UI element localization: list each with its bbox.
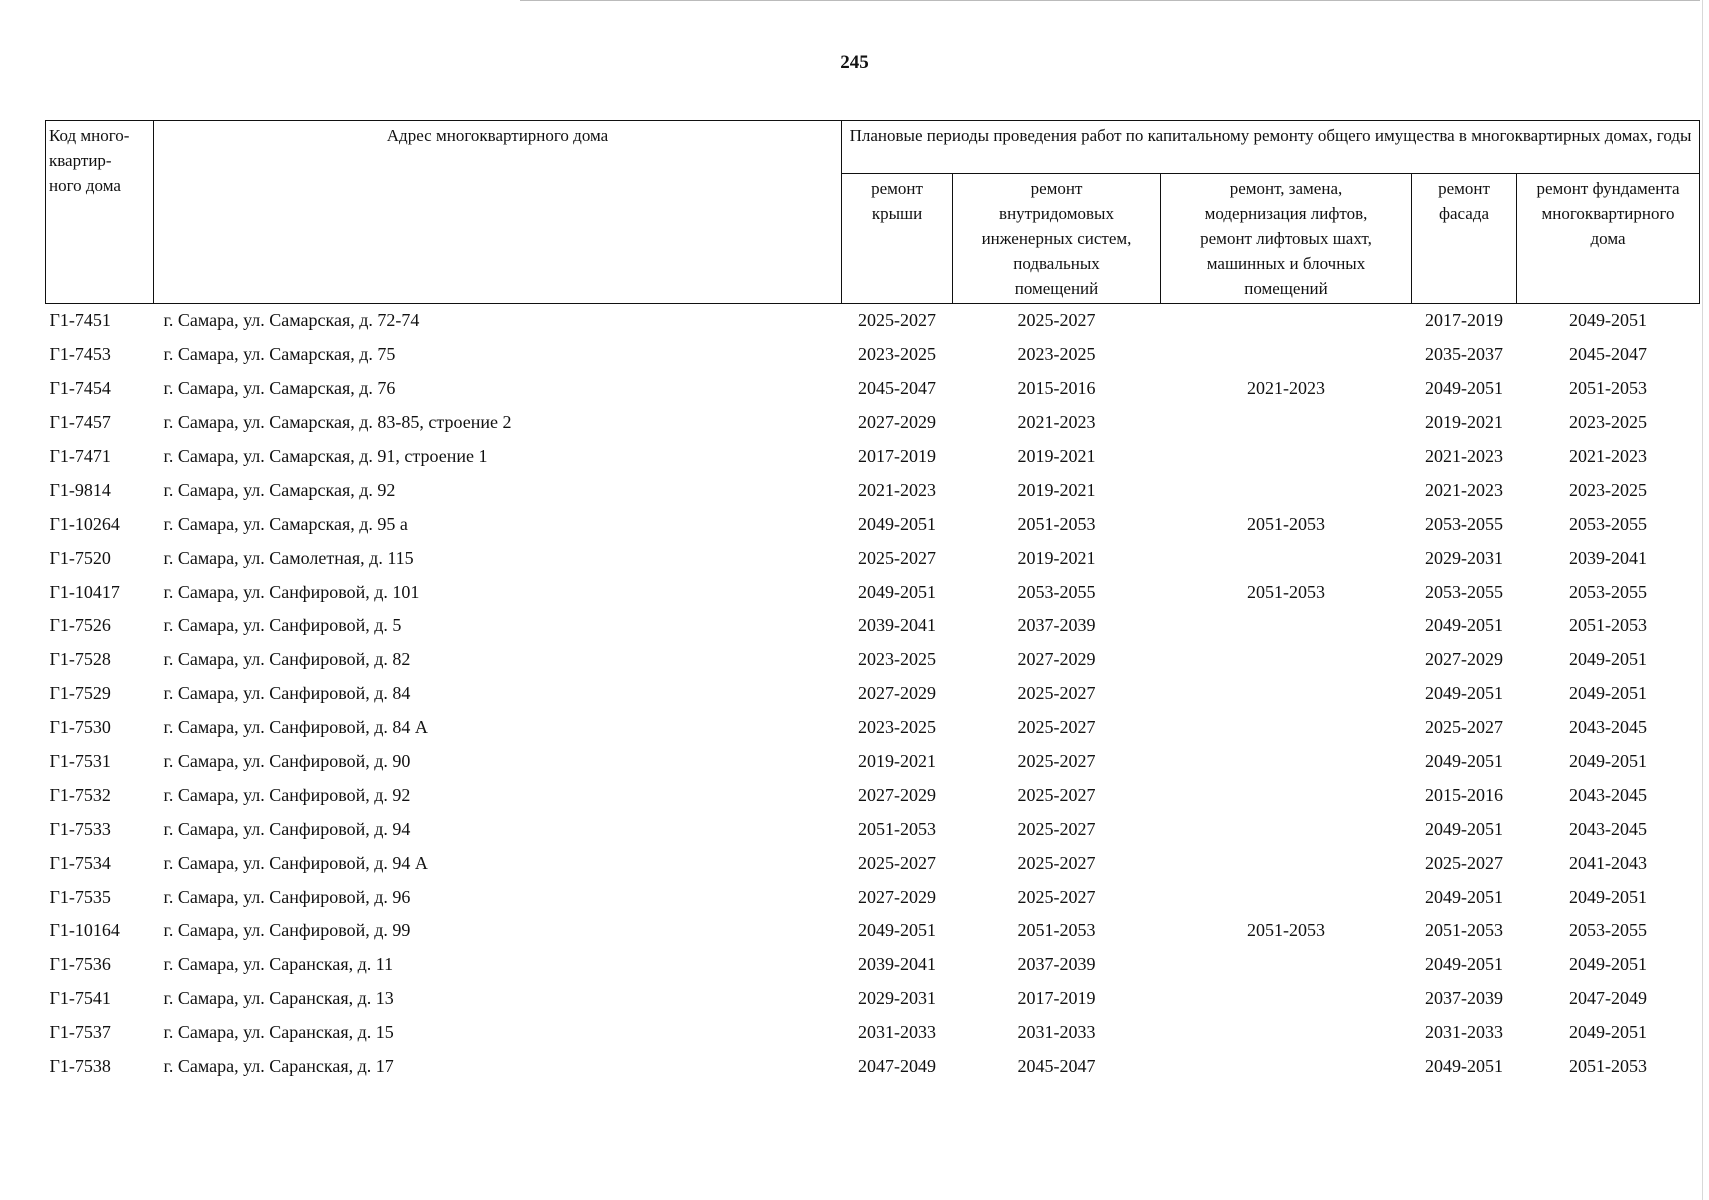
cell-code: Г1-7531 xyxy=(49,751,111,772)
cell-code: Г1-7529 xyxy=(49,683,111,704)
cell-engineering: 2025-2027 xyxy=(1017,886,1096,907)
cell-elevators xyxy=(1161,338,1412,372)
header-foundation: ремонт фундамента многоквартирного дома xyxy=(1517,174,1700,304)
cell-facade: 2037-2039 xyxy=(1425,988,1503,1009)
table-row xyxy=(46,440,1700,474)
cell-elevators xyxy=(1161,609,1412,643)
table-row xyxy=(46,711,1700,745)
cell-elevators: 2051-2053 xyxy=(1247,920,1325,941)
cell-elevators xyxy=(1161,440,1412,474)
cell-roof: 2039-2041 xyxy=(858,615,936,636)
table-row xyxy=(46,948,1700,982)
cell-address: г. Самара, ул. Самарская, д. 95 а xyxy=(163,513,408,534)
cell-code: Г1-7538 xyxy=(49,1056,111,1077)
cell-code: Г1-7536 xyxy=(49,954,111,975)
cell-engineering: 2051-2053 xyxy=(1017,513,1096,534)
cell-code: Г1-7533 xyxy=(49,818,111,839)
cell-roof: 2045-2047 xyxy=(858,378,936,399)
cell-facade: 2021-2023 xyxy=(1425,479,1503,500)
cell-code: Г1-7534 xyxy=(49,852,111,873)
table-row xyxy=(46,609,1700,643)
cell-code: Г1-7528 xyxy=(49,649,111,670)
table-row xyxy=(46,745,1700,779)
cell-elevators xyxy=(1161,982,1412,1016)
cell-code: Г1-7530 xyxy=(49,717,111,738)
cell-facade: 2049-2051 xyxy=(1425,818,1503,839)
cell-facade: 2051-2053 xyxy=(1425,920,1503,941)
table-row xyxy=(46,338,1700,372)
cell-elevators xyxy=(1161,304,1412,338)
cell-foundation: 2049-2051 xyxy=(1569,751,1648,772)
cell-engineering: 2053-2055 xyxy=(1017,581,1096,602)
cell-engineering: 2021-2023 xyxy=(1017,412,1096,433)
cell-address: г. Самара, ул. Самарская, д. 91, строение 1 xyxy=(163,446,488,466)
cell-engineering: 2019-2021 xyxy=(1017,479,1096,500)
cell-elevators xyxy=(1161,473,1412,507)
cell-address: г. Самара, ул. Саранская, д. 11 xyxy=(163,954,394,975)
cell-code: Г1-7537 xyxy=(49,1022,111,1043)
cell-address: г. Самара, ул. Санфировой, д. 82 xyxy=(163,649,411,670)
cell-engineering: 2015-2016 xyxy=(1017,378,1096,399)
cell-foundation: 2043-2045 xyxy=(1569,784,1648,805)
table-row xyxy=(46,1016,1700,1050)
cell-facade: 2053-2055 xyxy=(1425,581,1503,602)
table-row xyxy=(46,846,1700,880)
cell-address: г. Самара, ул. Санфировой, д. 94 xyxy=(163,818,411,839)
cell-facade: 2031-2033 xyxy=(1425,1022,1503,1043)
cell-foundation: 2049-2051 xyxy=(1569,649,1648,670)
cell-foundation: 2049-2051 xyxy=(1569,954,1648,975)
cell-engineering: 2025-2027 xyxy=(1017,717,1096,738)
cell-facade: 2017-2019 xyxy=(1425,310,1503,331)
cell-address: г. Самара, ул. Саранская, д. 15 xyxy=(163,1022,394,1043)
cell-roof: 2027-2029 xyxy=(858,784,936,805)
page-number: 245 xyxy=(840,52,869,73)
cell-roof: 2023-2025 xyxy=(858,344,936,365)
cell-foundation: 2023-2025 xyxy=(1569,412,1648,433)
cell-address: г. Самара, ул. Санфировой, д. 84 xyxy=(163,683,411,704)
cell-elevators xyxy=(1161,1016,1412,1050)
table-row xyxy=(46,473,1700,507)
table-row xyxy=(46,880,1700,914)
header-periods-group: Плановые периоды проведения работ по капитальному ремонту общего имущества в многоквартирных домах, годы xyxy=(842,121,1700,174)
cell-elevators xyxy=(1161,846,1412,880)
table-row xyxy=(46,507,1700,541)
cell-address: г. Самара, ул. Саранская, д. 17 xyxy=(163,1056,394,1077)
cell-engineering: 2025-2027 xyxy=(1017,310,1096,331)
cell-roof: 2025-2027 xyxy=(858,310,936,331)
cell-code: Г1-7471 xyxy=(49,446,111,466)
cell-facade: 2027-2029 xyxy=(1425,649,1503,670)
cell-elevators xyxy=(1161,948,1412,982)
cell-elevators xyxy=(1161,406,1412,440)
cell-address: г. Самара, ул. Самарская, д. 92 xyxy=(163,479,396,500)
cell-engineering: 2019-2021 xyxy=(1017,446,1096,466)
cell-engineering: 2031-2033 xyxy=(1017,1022,1096,1043)
repair-schedule-table-wrapper xyxy=(45,120,1699,1083)
cell-code: Г1-10164 xyxy=(49,920,120,941)
cell-address: г. Самара, ул. Санфировой, д. 84 А xyxy=(163,717,428,738)
cell-engineering: 2023-2025 xyxy=(1017,344,1096,365)
repair-schedule-table xyxy=(45,120,1700,1083)
cell-engineering: 2025-2027 xyxy=(1017,818,1096,839)
table-body xyxy=(46,304,1700,1084)
cell-foundation: 2043-2045 xyxy=(1569,717,1648,738)
cell-code: Г1-10264 xyxy=(49,513,120,534)
cell-roof: 2019-2021 xyxy=(858,751,936,772)
cell-code: Г1-7526 xyxy=(49,615,111,636)
table-row xyxy=(46,778,1700,812)
cell-foundation: 2043-2045 xyxy=(1569,818,1648,839)
header-address: Адрес многоквартирного дома xyxy=(154,121,842,304)
table-row xyxy=(46,372,1700,406)
table-row xyxy=(46,677,1700,711)
cell-address: г. Самара, ул. Самарская, д. 76 xyxy=(163,378,396,399)
cell-foundation: 2045-2047 xyxy=(1569,344,1648,365)
cell-engineering: 2045-2047 xyxy=(1017,1056,1096,1077)
table-row xyxy=(46,643,1700,677)
cell-address: г. Самара, ул. Санфировой, д. 99 xyxy=(163,920,411,941)
table-row xyxy=(46,541,1700,575)
cell-facade: 2015-2016 xyxy=(1425,784,1503,805)
cell-foundation: 2051-2053 xyxy=(1569,1056,1648,1077)
cell-engineering: 2025-2027 xyxy=(1017,751,1096,772)
cell-engineering: 2037-2039 xyxy=(1017,954,1096,975)
cell-code: Г1-7532 xyxy=(49,784,111,805)
table-row xyxy=(46,1050,1700,1084)
cell-facade: 2019-2021 xyxy=(1425,412,1503,433)
cell-address: г. Самара, ул. Саранская, д. 13 xyxy=(163,988,394,1009)
cell-address: г. Самара, ул. Самарская, д. 83-85, строение 2 xyxy=(163,412,512,433)
cell-code: Г1-9814 xyxy=(49,479,111,500)
cell-engineering: 2025-2027 xyxy=(1017,683,1096,704)
table-header xyxy=(46,121,1700,304)
cell-address: г. Самара, ул. Санфировой, д. 101 xyxy=(163,581,420,602)
cell-roof: 2031-2033 xyxy=(858,1022,936,1043)
cell-roof: 2023-2025 xyxy=(858,717,936,738)
cell-foundation: 2053-2055 xyxy=(1569,513,1648,534)
cell-elevators xyxy=(1161,880,1412,914)
cell-facade: 2025-2027 xyxy=(1425,852,1503,873)
cell-address: г. Самара, ул. Санфировой, д. 92 xyxy=(163,784,411,805)
cell-elevators xyxy=(1161,745,1412,779)
cell-foundation: 2049-2051 xyxy=(1569,1022,1648,1043)
cell-roof: 2039-2041 xyxy=(858,954,936,975)
table-row xyxy=(46,575,1700,609)
cell-elevators: 2051-2053 xyxy=(1247,581,1325,602)
cell-code: Г1-7457 xyxy=(49,412,111,433)
header-engineering: ремонт внутридомовых инженерных систем, подвальных помещений xyxy=(953,174,1161,304)
scan-edge-line xyxy=(520,0,1700,3)
cell-elevators: 2021-2023 xyxy=(1247,378,1325,399)
cell-foundation: 2023-2025 xyxy=(1569,479,1648,500)
cell-engineering: 2025-2027 xyxy=(1017,852,1096,873)
cell-foundation: 2051-2053 xyxy=(1569,378,1648,399)
cell-code: Г1-10417 xyxy=(49,581,120,602)
cell-elevators xyxy=(1161,711,1412,745)
cell-engineering: 2037-2039 xyxy=(1017,615,1096,636)
cell-address: г. Самара, ул. Самарская, д. 75 xyxy=(163,344,396,365)
cell-engineering: 2017-2019 xyxy=(1017,988,1096,1009)
cell-address: г. Самара, ул. Санфировой, д. 90 xyxy=(163,751,411,772)
cell-foundation: 2039-2041 xyxy=(1569,547,1648,568)
cell-facade: 2049-2051 xyxy=(1425,615,1503,636)
cell-roof: 2027-2029 xyxy=(858,886,936,907)
header-roof: ремонт крыши xyxy=(842,174,953,304)
cell-foundation: 2053-2055 xyxy=(1569,581,1648,602)
cell-address: г. Самара, ул. Самолетная, д. 115 xyxy=(163,547,414,568)
cell-foundation: 2049-2051 xyxy=(1569,886,1648,907)
cell-facade: 2049-2051 xyxy=(1425,954,1503,975)
cell-elevators xyxy=(1161,541,1412,575)
cell-foundation: 2041-2043 xyxy=(1569,852,1648,873)
cell-elevators xyxy=(1161,812,1412,846)
cell-facade: 2049-2051 xyxy=(1425,683,1503,704)
table-row xyxy=(46,812,1700,846)
cell-roof: 2047-2049 xyxy=(858,1056,936,1077)
cell-foundation: 2051-2053 xyxy=(1569,615,1648,636)
table-row xyxy=(46,982,1700,1016)
cell-roof: 2017-2019 xyxy=(858,446,936,466)
cell-roof: 2025-2027 xyxy=(858,547,936,568)
cell-code: Г1-7535 xyxy=(49,886,111,907)
cell-roof: 2023-2025 xyxy=(858,649,936,670)
cell-elevators: 2051-2053 xyxy=(1247,513,1325,534)
cell-facade: 2021-2023 xyxy=(1425,446,1503,466)
cell-roof: 2049-2051 xyxy=(858,920,936,941)
cell-foundation: 2049-2051 xyxy=(1569,310,1648,331)
cell-roof: 2051-2053 xyxy=(858,818,936,839)
header-facade: ремонт фасада xyxy=(1412,174,1517,304)
cell-facade: 2053-2055 xyxy=(1425,513,1503,534)
cell-roof: 2025-2027 xyxy=(858,852,936,873)
cell-address: г. Самара, ул. Санфировой, д. 94 А xyxy=(163,852,428,873)
cell-elevators xyxy=(1161,1050,1412,1084)
cell-code: Г1-7453 xyxy=(49,344,111,365)
table-row xyxy=(46,406,1700,440)
cell-roof: 2049-2051 xyxy=(858,581,936,602)
cell-foundation: 2047-2049 xyxy=(1569,988,1648,1009)
cell-facade: 2049-2051 xyxy=(1425,1056,1503,1077)
cell-elevators xyxy=(1161,778,1412,812)
table-row xyxy=(46,304,1700,338)
cell-elevators xyxy=(1161,643,1412,677)
cell-engineering: 2019-2021 xyxy=(1017,547,1096,568)
cell-code: Г1-7451 xyxy=(49,310,111,331)
cell-facade: 2049-2051 xyxy=(1425,751,1503,772)
cell-roof: 2027-2029 xyxy=(858,683,936,704)
scan-right-edge xyxy=(1702,0,1703,1200)
header-code: Код много- квартир- ного дома xyxy=(46,121,154,304)
cell-facade: 2025-2027 xyxy=(1425,717,1503,738)
cell-elevators xyxy=(1161,677,1412,711)
cell-facade: 2049-2051 xyxy=(1425,378,1503,399)
cell-code: Г1-7541 xyxy=(49,988,111,1009)
cell-roof: 2049-2051 xyxy=(858,513,936,534)
header-elevators: ремонт, замена, модернизация лифтов, ремонт лифтовых шахт, машинных и блочных помещений xyxy=(1161,174,1412,304)
cell-address: г. Самара, ул. Санфировой, д. 5 xyxy=(163,615,402,636)
cell-address: г. Самара, ул. Самарская, д. 72-74 xyxy=(163,310,420,331)
cell-foundation: 2021-2023 xyxy=(1569,446,1648,466)
table-row xyxy=(46,914,1700,948)
cell-facade: 2049-2051 xyxy=(1425,886,1503,907)
cell-facade: 2029-2031 xyxy=(1425,547,1503,568)
cell-engineering: 2027-2029 xyxy=(1017,649,1096,670)
cell-roof: 2021-2023 xyxy=(858,479,936,500)
cell-engineering: 2025-2027 xyxy=(1017,784,1096,805)
cell-roof: 2029-2031 xyxy=(858,988,936,1009)
cell-engineering: 2051-2053 xyxy=(1017,920,1096,941)
cell-facade: 2035-2037 xyxy=(1425,344,1503,365)
cell-roof: 2027-2029 xyxy=(858,412,936,433)
cell-foundation: 2053-2055 xyxy=(1569,920,1648,941)
cell-code: Г1-7454 xyxy=(49,378,111,399)
cell-code: Г1-7520 xyxy=(49,547,111,568)
cell-foundation: 2049-2051 xyxy=(1569,683,1648,704)
cell-address: г. Самара, ул. Санфировой, д. 96 xyxy=(163,886,411,907)
